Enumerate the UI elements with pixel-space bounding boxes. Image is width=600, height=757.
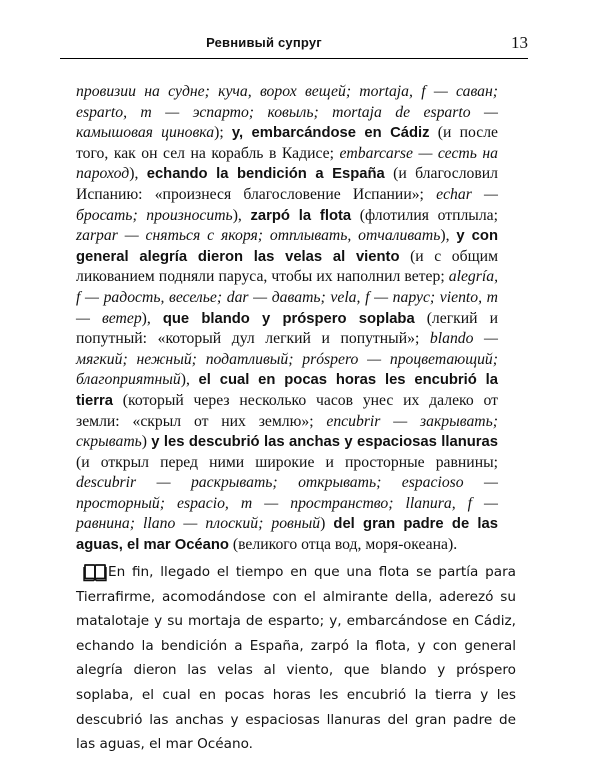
page-header [60, 33, 528, 55]
commentary-text: (флотилия отплыла; [351, 206, 498, 224]
commentary-text: (великого отца вод, моря-океана). [228, 536, 458, 554]
commentary-text: ) [141, 433, 152, 451]
annotated-paragraph [76, 82, 498, 556]
commentary-text: (и с общим ликованием подняли паруса, чтобы их наполнил ветер; [76, 247, 498, 286]
gloss-text: echar — бросать; произносить [76, 185, 498, 224]
commentary-text: (легкий и попутный: «который дул легкий и попутный»; [76, 309, 498, 348]
running-title: Ревнивый супруг [206, 35, 322, 50]
commentary-text: (и благословил Испанию: «произнеся благословение Испании»; [76, 165, 498, 203]
spanish-source-paragraph [76, 560, 516, 757]
commentary-text: ), [141, 309, 163, 327]
commentary-text: ); [214, 124, 232, 142]
gloss-text: embarcarse — сесть на пароход [76, 144, 499, 183]
commentary-text: ), [232, 206, 251, 224]
gloss-text: alegría, f — радость, веселье; dar — давать; vela, f — парус; viento, m — ветер [76, 268, 498, 327]
gloss-text: провизии на судне; куча, ворох вещей; mortaja, f — саван; esparto, m — эспарто; ковыль; mortaja de esparto — камышовая циновка [76, 83, 498, 142]
commentary-text: (который через несколько часов унес их далеко от земли: «скрыл от них землю»; [76, 391, 498, 430]
spanish-phrase: y con general alegría dieron las velas al viento [76, 228, 498, 265]
commentary-text: ) [320, 515, 334, 533]
page-number: 13 [511, 33, 528, 52]
gloss-text: encubrir — закрывать; скрывать [76, 412, 498, 451]
spanish-phrase: que blando y próspero soplaba [162, 310, 415, 327]
gloss-text: zarpar — сняться с якоря; отплывать, отчаливать [76, 227, 441, 245]
spanish-phrase: zarpó la flota [250, 207, 352, 224]
gloss-text: descubrir — раскрывать; открывать; espacioso — просторный; espacio, m — пространство; llanura, f — равнина; llano — плоский; ровный [76, 474, 498, 533]
commentary-text: ), [129, 165, 147, 183]
commentary-text: (и открыл перед ними широкие и просторные равнины; [76, 453, 498, 471]
gloss-text: blando — мягкий; нежный; податливый; próspero — процветающий; благоприятный [76, 330, 499, 389]
commentary-text: (и после того, как он сел на корабль в Кадисе; [76, 124, 498, 162]
spanish-phrase: y les descubrió las anchas y espaciosas llanuras [151, 434, 498, 451]
spanish-phrase: y, embarcándose en Cádiz [231, 125, 430, 142]
spanish-phrase: el cual en pocas horas les encubrió la tierra [76, 372, 498, 409]
spanish-phrase: del gran padre de las aguas, el mar Océano [76, 516, 498, 554]
spanish-source-text: En fin, llegado el tiempo en que una flota se partía para Tierrafirme, acomodándose con el almirante della, aderezó su matalotaje y su mortaja de esparto; y, embarcándose en Cádiz, echando la bendición a España, zarpó la flota, y con general alegría dieron las velas al viento, que blando y próspero soplaba, el cual en pocas horas les encubrió la tierra y les descubrió las anchas y espaciosas llanuras del gran padre de las aguas, el mar Océano. [76, 564, 516, 753]
commentary-text: ), [180, 371, 199, 389]
header-rule [60, 58, 528, 59]
spanish-phrase: echando la bendición a España [146, 166, 385, 183]
commentary-text: ), [440, 227, 457, 245]
